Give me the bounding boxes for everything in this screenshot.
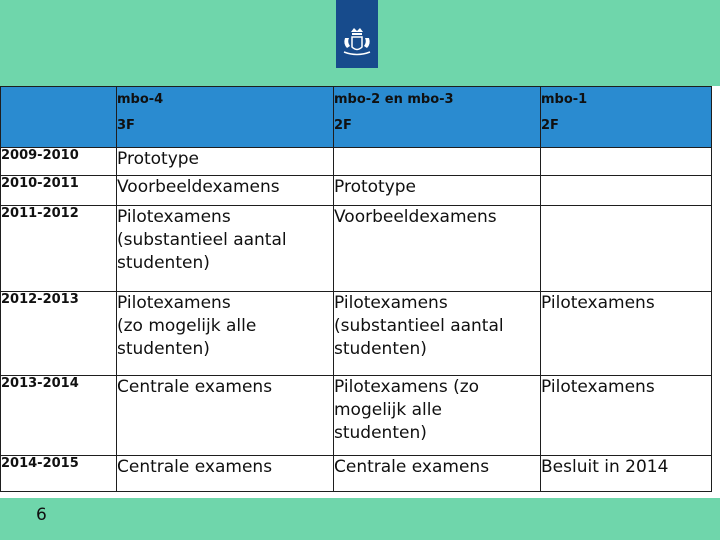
year-cell: 2014-2015 xyxy=(1,456,117,492)
year-cell: 2010-2011 xyxy=(1,176,117,206)
year-cell: 2013-2014 xyxy=(1,376,117,456)
table-cell: Pilotexamens (zo mogelijk alle studenten) xyxy=(117,292,334,376)
table-row xyxy=(1,376,712,456)
table-cell: Voorbeeldexamens xyxy=(117,176,334,206)
page-number: 6 xyxy=(36,505,47,525)
table-cell: Pilotexamens (zo mogelijk alle studenten) xyxy=(334,376,541,456)
header-column-label: mbo-4 xyxy=(117,92,164,107)
table-cell: Pilotexamens (substantieel aantal studenten) xyxy=(117,206,334,292)
year-cell: 2009-2010 xyxy=(1,148,117,176)
year-cell: 2012-2013 xyxy=(1,292,117,376)
header-column-0 xyxy=(117,87,334,148)
table-cell: Pilotexamens (substantieel aantal studenten) xyxy=(334,292,541,376)
table-row xyxy=(1,292,712,376)
year-cell: 2011-2012 xyxy=(1,206,117,292)
table-cell xyxy=(541,148,712,176)
table-cell: Centrale examens xyxy=(334,456,541,492)
header-column-label: mbo-1 xyxy=(541,92,588,107)
table-cell: Prototype xyxy=(334,176,541,206)
table-cell xyxy=(541,176,712,206)
header-column-level: 3F xyxy=(117,118,135,133)
header-column-level: 2F xyxy=(334,118,352,133)
coat-of-arms-icon xyxy=(341,26,373,60)
table-row xyxy=(1,176,712,206)
table-cell: Pilotexamens xyxy=(541,292,712,376)
table-cell: Besluit in 2014 xyxy=(541,456,712,492)
header-empty-cell xyxy=(1,87,117,148)
table-cell xyxy=(334,148,541,176)
header-row xyxy=(1,87,712,148)
table-cell xyxy=(541,206,712,292)
table-row xyxy=(1,456,712,492)
table-cell: Prototype xyxy=(117,148,334,176)
table-row xyxy=(1,206,712,292)
table-cell: Pilotexamens xyxy=(541,376,712,456)
exam-schedule-table xyxy=(0,86,712,492)
header-column-1 xyxy=(334,87,541,148)
header-column-label: mbo-2 en mbo-3 xyxy=(334,92,454,107)
government-logo xyxy=(336,0,378,68)
header-column-level: 2F xyxy=(541,118,559,133)
table-cell: Centrale examens xyxy=(117,376,334,456)
table-cell: Centrale examens xyxy=(117,456,334,492)
table-row xyxy=(1,148,712,176)
header-column-2 xyxy=(541,87,712,148)
table-cell: Voorbeeldexamens xyxy=(334,206,541,292)
